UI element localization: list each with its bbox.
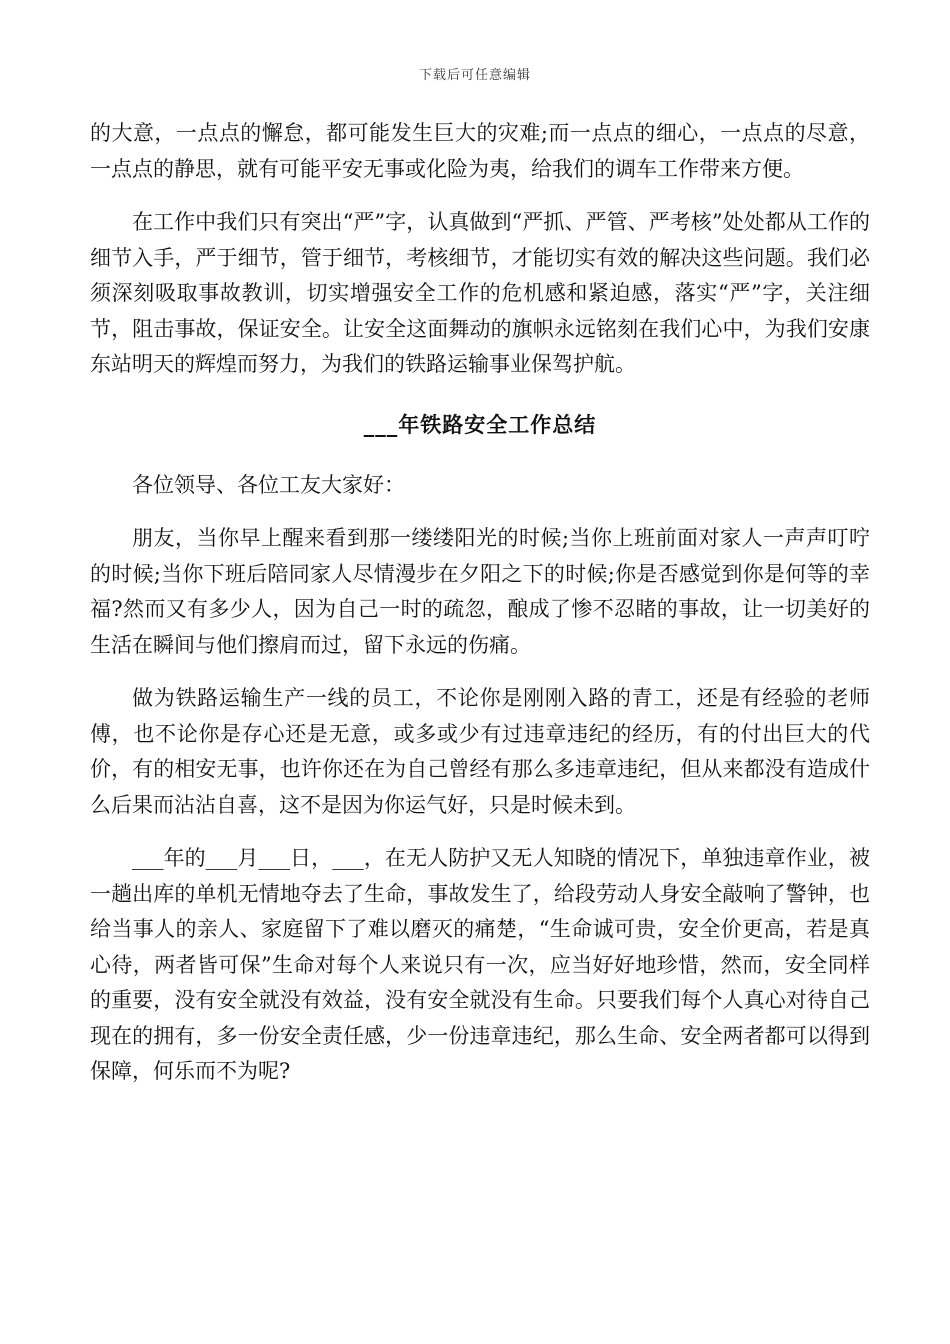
paragraph-friends: 朋友，当你早上醒来看到那一缕缕阳光的时候;当你上班前面对家人一声声叮咛的时候;当你下班后陪同家人尽情漫步在夕阳之下的时候;你是否感觉到你是何等的幸福?然而又有多少人，因为自己一时的疏忽，酿成了惨不忍睹的事故，让一切美好的生活在瞬间与他们擦肩而过，留下永远的伤痛。: [90, 526, 870, 657]
paragraph-accident: ___年的___月___日，___，在无人防护又无人知晓的情况下，单独违章作业，被一趟出库的单机无情地夺去了生命，事故发生了，给段劳动人身安全敲响了警钟，也给当事人的亲人、家庭留下了难以磨灭的痛楚，“生命诚可贵，安全价更高，若是真心待，两者皆可保”生命对每个人来说只有一次，应当好好地珍惜，然而，安全同样的重要，没有安全就没有效益，没有安全就没有生命。只要我们每个人真心对待自己现在的拥有，多一份安全责任感，少一份违章违纪，那么生命、安全两者都可以得到保障，何乐而不为呢?: [90, 846, 870, 1083]
document-body: [90, 116, 870, 1108]
section-title: ___年铁路安全工作总结: [363, 411, 597, 437]
page-header: 下载后可任意编辑: [418, 68, 531, 83]
paragraph-strict-requirements: 在工作中我们只有突出“严”字，认真做到“严抓、严管、严考核”处处都从工作的细节入手，严于细节，管于细节，考核细节，才能切实有效的解决这些问题。我们必须深刻吸取事故教训，切实增强安全工作的危机感和紧迫感，落实“严”字，关注细节，阻击事故，保证安全。让安全这面舞动的旗帜永远铭刻在我们心中，为我们安康东站明天的辉煌而努力，为我们的铁路运输事业保驾护航。: [90, 210, 870, 376]
paragraph-greeting: 各位领导、各位工友大家好：: [132, 472, 405, 497]
paragraph-railway-workers: 做为铁路运输生产一线的员工，不论你是刚刚入路的青工，还是有经验的老师傅，也不论你是存心还是无意，或多或少有过违章违纪的经历，有的付出巨大的代价，有的相安无事，也许你还在为自己曾经有那么多违章违纪，但从来都没有造成什么后果而沾沾自喜，这不是因为你运气好，只是时候未到。: [90, 686, 870, 817]
paragraph-continuation: 的大意，一点点的懈怠，都可能发生巨大的灾难;而一点点的细心，一点点的尽意，一点点的静思，就有可能平安无事或化险为夷，给我们的调车工作带来方便。: [90, 121, 870, 181]
